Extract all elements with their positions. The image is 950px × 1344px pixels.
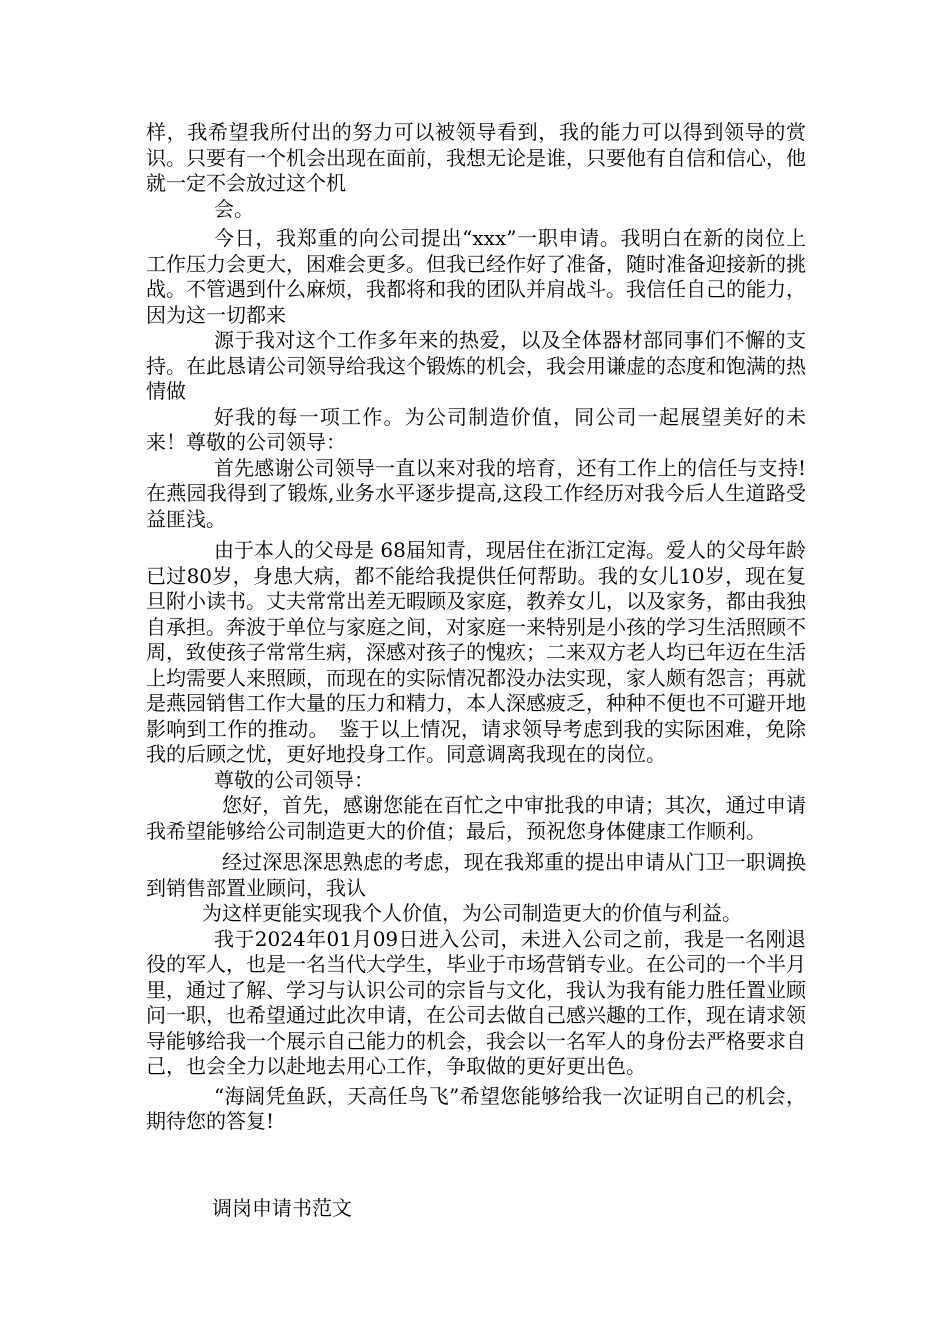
paragraph-9: 您好，首先，感谢您能在百忙之中审批我的申请；其次，通过申请我希望能够给公司制造更大的价值；最后，预祝您身体健康工作顺利。 <box>146 793 806 843</box>
paragraph-4: 源于我对这个工作多年来的热爱，以及全体器材部同事们不懈的支持。在此恳请公司领导给我这个锻炼的机会，我会用谦虚的态度和饱满的热情做 <box>146 328 806 403</box>
paragraph-1: 样，我希望我所付出的努力可以被领导看到，我的能力可以得到领导的赏识。只要有一个机会出现在面前，我想无论是谁，只要他有自信和信心，他就一定不会放过这个机 <box>146 120 806 195</box>
paragraph-6: 首先感谢公司领导一直以来对我的培育，还有工作上的信任与支持!在燕园我得到了锻炼,业务水平逐步提高,这段工作经历对我今后人生道路受益匪浅。 <box>146 455 806 531</box>
paragraph-5: 好我的每一项工作。为公司制造价值，同公司一起展望美好的未来！尊敬的公司领导： <box>146 404 806 454</box>
paragraph-10: 经过深思深思熟虑的考虑，现在我郑重的提出申请从门卫一职调换到销售部置业顾问，我认 <box>146 850 806 900</box>
paragraph-11: 为这样更能实现我个人价值，为公司制造更大的价值与利益。 <box>202 901 742 925</box>
paragraph-2: 会。 <box>214 196 254 221</box>
paragraph-3: 今日，我郑重的向公司提出“xxx”一职申请。我明白在新的岗位上工作压力会更大，困难会更多。但我已经作好了准备，随时准备迎接新的挑战。不管遇到什么麻烦，我都将和我的团队并肩战斗。我信任自己的能力，因为这一切都来 <box>146 226 806 327</box>
document-body <box>146 120 806 1135</box>
paragraph-7: 由于本人的父母是 68届知青，现居住在浙江定海。爱人的父母年龄已过80岁，身患大病，都不能给我提供任何帮助。我的女儿10岁，现在复旦附小读书。丈夫常常出差无暇顾及家庭，教养女儿，以及家务，都由我独自承担。奔波于单位与家庭之间，对家庭一来特别是小孩的学习生活照顾不周，致使孩子常常生病，深感对孩子的愧疚；二来双方老人均已年迈在生活上均需要人来照顾，而现在的实际情况都没办法实现，家人颇有怨言；再就是燕园销售工作大量的压力和精力，本人深感疲乏，种种不便也不可避开地影响到工作的推动。 鉴于以上情况，请求领导考虑到我的实际困难，免除我的后顾之忧，更好地投身工作。同意调离我现在的岗位。 <box>146 538 806 766</box>
paragraph-13: “海阔凭鱼跃，天高任鸟飞”希望您能够给我一次证明自己的机会，期待您的答复! <box>146 1083 806 1133</box>
paragraph-8: 尊敬的公司领导： <box>214 767 374 792</box>
document-title: 调岗申请书范文 <box>212 1196 352 1220</box>
paragraph-12: 我于2024年01月09日进入公司，未进入公司之前，我是一名刚退役的军人，也是一名当代大学生，毕业于市场营销专业。在公司的一个半月里，通过了解、学习与认识公司的宗旨与文化，我认为我有能力胜任置业顾问一职，也希望通过此次申请，在公司去做自己感兴趣的工作，现在请求领导能够给我一个展示自己能力的机会，我会以一名军人的身份去严格要求自己，也会全力以赴地去用心工作，争取做的更好更出色。 <box>146 926 806 1078</box>
